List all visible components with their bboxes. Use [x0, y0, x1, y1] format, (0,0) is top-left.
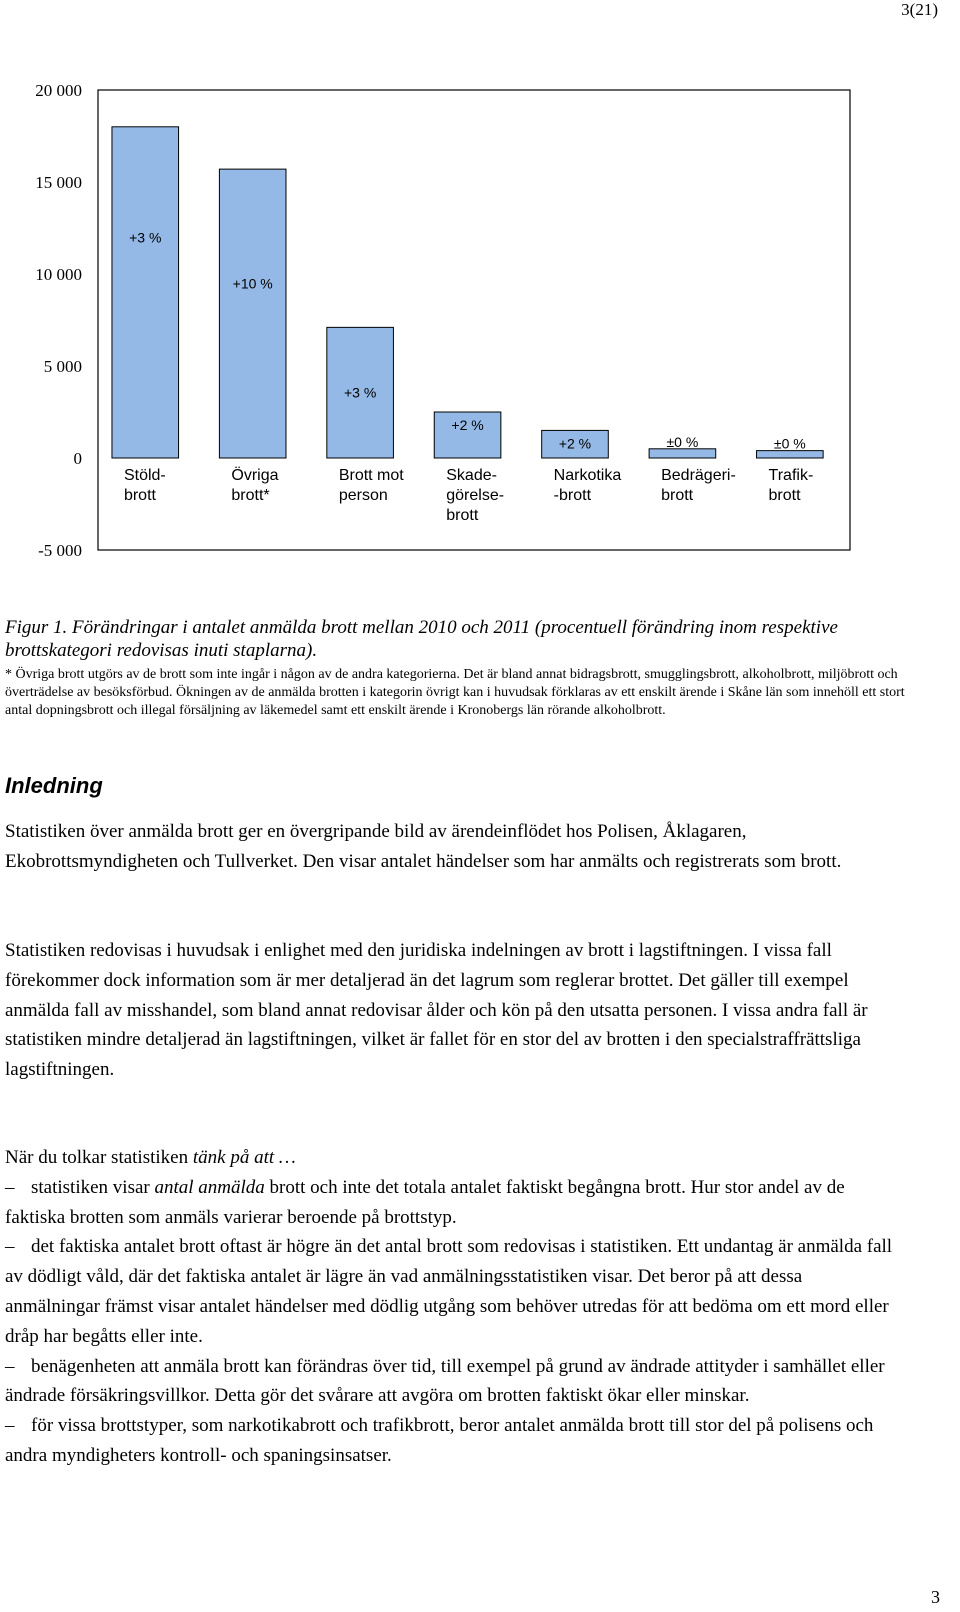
category-label-line: Övriga — [231, 467, 279, 484]
bar-percent-label: +2 % — [451, 417, 484, 433]
category-label-line: person — [338, 487, 388, 504]
paragraph-intro: Statistiken över anmälda brott ger en övergripande bild av ärendeinflödet hos Polisen, Åklagaren, Ekobrottsmyndigheten och Tullverket. Den visar antalet händelser som har anmälts och registrerats som brott. — [5, 821, 842, 872]
bar — [112, 127, 179, 458]
interpretation-notes — [5, 1143, 895, 1471]
category-label-line: Brott mot — [338, 467, 404, 484]
y-tick-label: 20 000 — [35, 81, 82, 100]
think-intro-text: När du tolkar statistiken — [5, 1147, 193, 1168]
category-label-line: Skade- — [446, 467, 497, 484]
figure-footnote: * Övriga brott utgörs av de brott som inte ingår i någon av de andra kategorierna. Det är bland annat bidragsbrott, smugglingsbrott, alkoholbrott, miljöbrott och överträdelse av besöksförbud. Ökningen av de anmälda brotten i kategorin övrigt kan i huvudsak förklaras av ett enskilt ärende i Skåne län som innehöll ett stort antal dopningsbrott och illegal försäljning av läkemedel samt ett enskilt ärende i Kronobergs län rörande alkoholbrott. — [5, 667, 905, 718]
category-label — [446, 467, 504, 524]
bar-percent-label: +10 % — [232, 275, 273, 292]
page-number-bottom: 3 — [931, 1587, 940, 1607]
dash-bullet: – — [5, 1236, 15, 1258]
category-label — [661, 467, 736, 504]
bullet-italic: antal anmälda — [154, 1176, 265, 1198]
category-label — [124, 467, 166, 504]
bar-percent-label: ±0 % — [666, 433, 699, 450]
think-intro-italic: tänk på att … — [192, 1147, 296, 1168]
category-label-line: brott — [123, 487, 156, 504]
bullet-item — [5, 1352, 895, 1412]
bullet-item — [5, 1411, 895, 1471]
category-label — [231, 466, 278, 504]
bullet-text: för vissa brottstyper, som narkotikabrott och trafikbrott, beror antalet anmälda brott till stor del på polisens och andra myndigheters kontroll- och spaningsinsatser. — [5, 1415, 874, 1466]
figure-caption: Figur 1. Förändringar i antalet anmälda brott mellan 2010 och 2011 (procentuell förändring inom respektive brottskategori redovisas inuti staplarna). — [5, 617, 838, 661]
y-tick-label: 10 000 — [35, 265, 82, 284]
bars-group — [112, 127, 823, 458]
dash-bullet: – — [5, 1415, 15, 1437]
y-tick-label: -5 000 — [38, 541, 82, 560]
paragraph-classification: Statistiken redovisas i huvudsak i enlighet med den juridiska indelningen av brott i lagstiftningen. I vissa fall förekommer dock information som är mer detaljerad än det lagrum som reglerar brottet. Det gäller till exempel anmälda fall av misshandel, som bland annat redovisar ålder och kön på den utsatta personen. I vissa andra fall är statistiken mindre detaljerad än lagstiftningen, vilket är fallet för en stor del av brotten i den specialstraffrättsliga lagstiftningen. — [5, 940, 868, 1081]
category-label-line: brott — [768, 487, 801, 504]
category-label-line: brott — [446, 507, 479, 524]
bar-percent-label: +3 % — [129, 229, 162, 246]
category-label-line: Trafik- — [768, 467, 814, 484]
bar-percent-label: +3 % — [343, 384, 377, 401]
category-label — [339, 467, 404, 504]
category-label-line: Stöld- — [123, 467, 166, 484]
y-tick-label: 0 — [73, 449, 82, 468]
bullet-text: det faktiska antalet brott oftast är högre än det antal brott som redovisas i statistiken. Ett undantag är anmälda fall av dödligt våld, där det faktiska antalet är lägre än vad anmälningsstatistiken visar. Det beror på att dessa anmälningar främst visar antalet händelser med dödlig utgång som behöver utredas för att bedöma om ett mord eller dråp har begåtts eller inte. — [5, 1236, 893, 1347]
bar — [219, 169, 286, 458]
section-heading: Inledning — [5, 773, 103, 798]
bar — [649, 449, 716, 458]
dash-bullet: – — [5, 1176, 15, 1198]
category-label-line: brott* — [231, 487, 270, 504]
category-labels — [124, 466, 813, 524]
think-intro — [5, 1143, 895, 1173]
bar — [757, 451, 824, 458]
bullet-item — [5, 1232, 895, 1351]
bar-percent-label: ±0 % — [773, 435, 806, 452]
category-label — [554, 467, 622, 504]
bullet-text: statistiken visar — [31, 1176, 155, 1198]
y-axis-tick-labels — [35, 81, 82, 560]
dash-bullet: – — [5, 1355, 15, 1377]
category-label-line: görelse- — [446, 487, 505, 504]
bar-chart — [0, 60, 960, 570]
page-number-top: 3(21) — [901, 0, 938, 19]
category-label-line: Narkotika — [553, 467, 622, 484]
category-label-line: -brott — [553, 487, 592, 504]
y-tick-label: 15 000 — [35, 173, 82, 192]
y-tick-label: 5 000 — [43, 357, 82, 376]
bullet-text: brott och inte det totala antalet faktiskt begångna brott. Hur stor andel av de faktiska brotten som anmäls varierar beroende på brottstyp. — [5, 1176, 845, 1228]
category-label-line: Bedrägeri- — [661, 467, 736, 484]
category-label-line: brott — [661, 487, 694, 504]
bullet-text: benägenheten att anmäla brott kan förändras över tid, till exempel på grund av ändrade attityder i samhället eller ändrade försäkringsvillkor. Detta gör det svårare att avgöra om brotten faktiskt ökar eller minskar. — [5, 1355, 885, 1407]
category-label — [769, 467, 814, 504]
bullet-item — [5, 1173, 895, 1233]
bar-percent-label: +2 % — [558, 435, 592, 452]
